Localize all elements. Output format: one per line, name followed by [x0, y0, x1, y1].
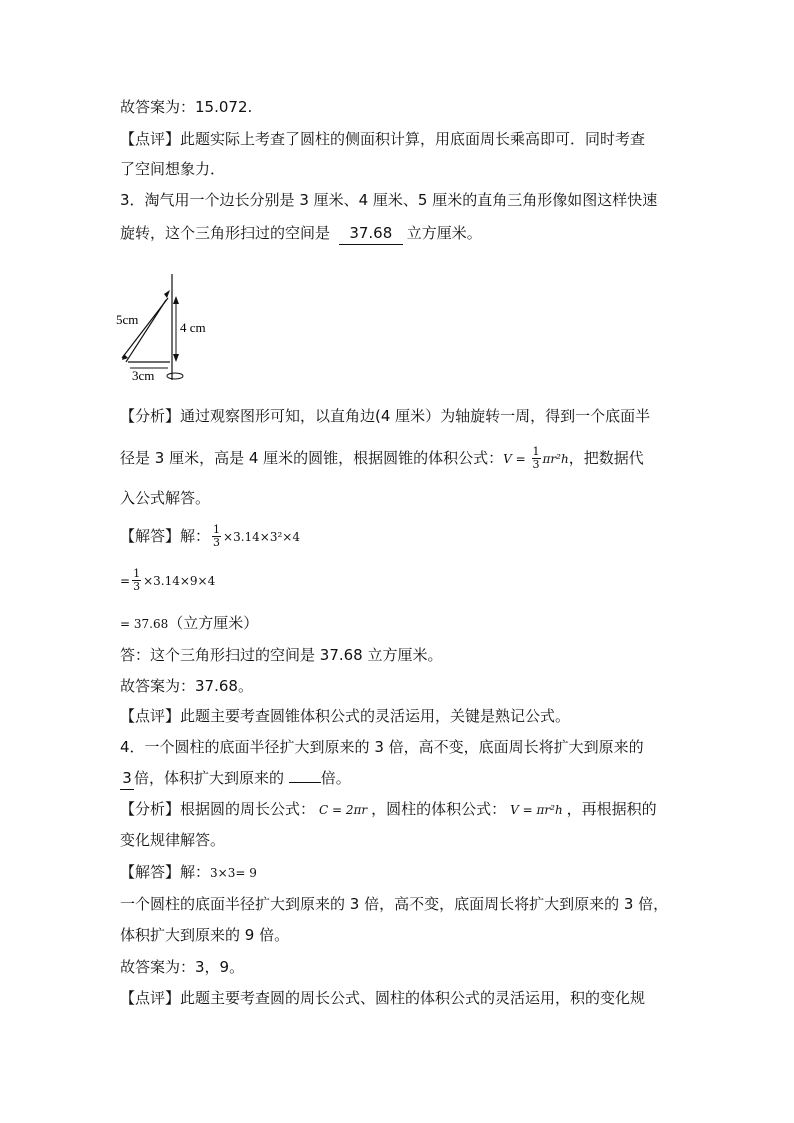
text: 径是 3 厘米，高是 4 厘米的圆锥，根据圆锥的体积公式：	[120, 449, 504, 467]
fraction: $\frac{1}{3}$	[213, 523, 221, 549]
label-hypotenuse: 5cm	[116, 312, 139, 327]
question-4: 4．一个圆柱的底面半径扩大到原来的 3 倍，高不变，底面周长将扩大到原来的	[120, 738, 644, 756]
answer-blank: 3	[120, 767, 134, 790]
answer-blank-empty	[289, 782, 321, 783]
text: 倍，体积扩大到原来的	[134, 769, 285, 787]
text-line: 故答案为：15.072.	[120, 98, 253, 116]
formula: V =	[503, 452, 530, 466]
text-line	[120, 446, 644, 471]
text: （立方厘米）	[168, 614, 259, 632]
text-line	[120, 798, 657, 821]
text-line: 体积扩大到原来的 9 倍。	[120, 926, 290, 944]
text-line: 【点评】此题主要考查圆锥体积公式的灵活运用，关键是熟记公式。	[120, 707, 571, 725]
text-line	[120, 568, 215, 593]
text-line: 【分析】通过观察图形可知，以直角边(4 厘米）为轴旋转一周，得到一个底面半	[120, 407, 651, 425]
text-line	[120, 767, 351, 790]
text: 【解答】解：	[120, 863, 211, 881]
text: ，再根据积的	[566, 800, 657, 818]
formula: = 37.68	[120, 617, 169, 631]
equals: =	[120, 574, 131, 588]
text-line	[120, 861, 257, 884]
text-line: 故答案为：37.68。	[120, 677, 253, 695]
text-line: 入公式解答。	[120, 489, 211, 507]
formula: ×3.14×3²×4	[223, 530, 300, 544]
text-line: 答：这个三角形扫过的空间是 37.68 立方厘米。	[120, 646, 443, 664]
fraction: $\frac{1}{3}$	[532, 445, 540, 471]
text-line: 【点评】此题主要考查圆的周长公式、圆柱的体积公式的灵活运用，积的变化规	[120, 989, 646, 1007]
text-line	[120, 222, 482, 245]
answer-blank: 37.68	[339, 222, 403, 245]
text: 【解答】解：	[120, 527, 211, 545]
text-line	[120, 612, 258, 635]
formula: 3×3= 9	[210, 866, 257, 880]
text: ，把数据代	[568, 449, 644, 467]
text: ，圆柱的体积公式：	[371, 800, 507, 818]
label-height: 4 cm	[180, 320, 206, 335]
fraction: $\frac{1}{3}$	[133, 567, 141, 593]
formula: C = 2πr	[319, 803, 368, 817]
text: 【分析】根据圆的周长公式：	[120, 800, 316, 818]
formula: πr²h	[542, 452, 569, 466]
question-3: 3．淘气用一个边长分别是 3 厘米、4 厘米、5 厘米的直角三角形像如图这样快速	[120, 191, 658, 209]
text-line: 故答案为：3，9。	[120, 958, 245, 976]
text-line	[120, 524, 300, 549]
formula: V = πr²h	[510, 803, 563, 817]
text-line: 一个圆柱的底面半径扩大到原来的 3 倍，高不变，底面周长将扩大到原来的 3 倍，	[120, 895, 669, 913]
text-line: 【点评】此题实际上考查了圆柱的侧面积计算，用底面周长乘高即可．同时考查	[120, 130, 646, 148]
formula: ×3.14×9×4	[143, 574, 216, 588]
text-line: 了空间想象力．	[120, 160, 226, 178]
text: 倍。	[320, 769, 351, 787]
label-base: 3cm	[132, 368, 155, 383]
text-line: 变化规律解答。	[120, 831, 226, 849]
text: 立方厘米。	[406, 224, 482, 242]
text: 旋转，这个三角形扫过的空间是	[120, 224, 331, 242]
triangle-rotation-figure	[112, 272, 222, 387]
